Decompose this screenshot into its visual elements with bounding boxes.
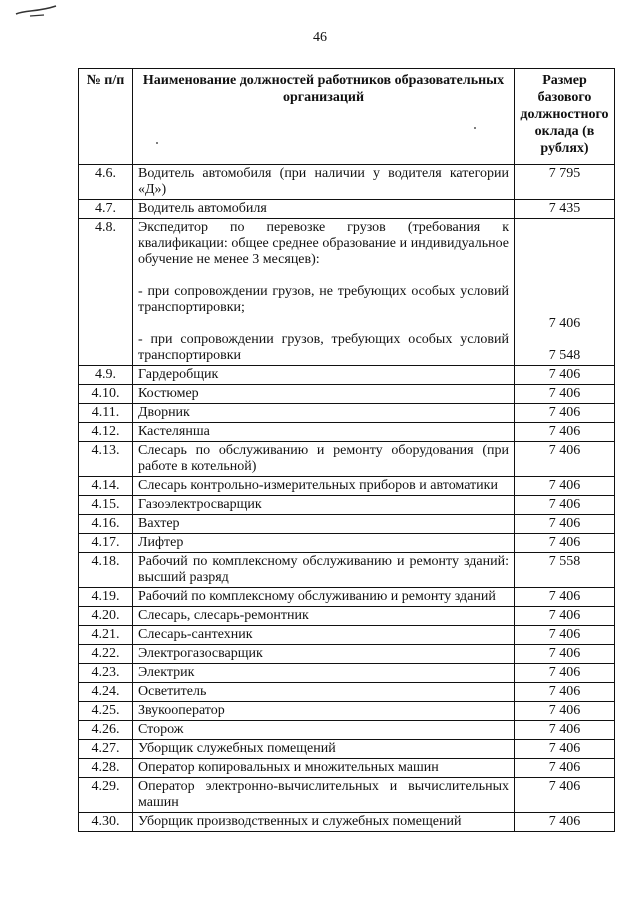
scan-speck [156, 142, 158, 144]
base-salary: 7 406 [515, 496, 615, 515]
position-name: Водитель автомобиля (при наличии у водителя категории «Д») [133, 165, 515, 200]
row-number: 4.18. [79, 553, 133, 588]
row-number: 4.13. [79, 442, 133, 477]
position-name: Звукооператор [133, 702, 515, 721]
base-salary: 7 406 [515, 442, 615, 477]
row-number: 4.16. [79, 515, 133, 534]
base-salary: 7 406 [515, 813, 615, 832]
table-row [79, 721, 615, 740]
table-row [79, 588, 615, 607]
row-number: 4.23. [79, 664, 133, 683]
table-row [79, 813, 615, 832]
position-name: Лифтер [133, 534, 515, 553]
table-row [79, 165, 615, 200]
base-salary [515, 219, 615, 366]
row-number: 4.8. [79, 219, 133, 366]
row-number: 4.27. [79, 740, 133, 759]
row-number: 4.30. [79, 813, 133, 832]
page-number: 46 [313, 30, 327, 45]
row-number: 4.17. [79, 534, 133, 553]
position-name: Рабочий по комплексному обслуживанию и ремонту зданий: высший разряд [133, 553, 515, 588]
table-row [79, 664, 615, 683]
position-subcondition: - при сопровождении грузов, требующих особых условий транспортировки [138, 332, 509, 363]
position-name [133, 219, 515, 366]
base-salary: 7 795 [515, 165, 615, 200]
base-salary: 7 406 [515, 778, 615, 813]
table-row [79, 366, 615, 385]
row-number: 4.15. [79, 496, 133, 515]
row-number: 4.11. [79, 404, 133, 423]
base-salary: 7 558 [515, 553, 615, 588]
row-number: 4.7. [79, 200, 133, 219]
position-name: Слесарь контрольно-измерительных приборов и автоматики [133, 477, 515, 496]
base-salary: 7 406 [515, 702, 615, 721]
position-name: Электрик [133, 664, 515, 683]
base-salary: 7 406 [515, 721, 615, 740]
table-row [79, 534, 615, 553]
table-row [79, 740, 615, 759]
table-row [79, 515, 615, 534]
position-name: Слесарь-сантехник [133, 626, 515, 645]
table-row [79, 778, 615, 813]
base-salary: 7 406 [515, 385, 615, 404]
position-name: Вахтер [133, 515, 515, 534]
row-number: 4.12. [79, 423, 133, 442]
table-row [79, 219, 615, 366]
position-name: Дворник [133, 404, 515, 423]
base-salary: 7 406 [515, 588, 615, 607]
position-name: Рабочий по комплексному обслуживанию и ремонту зданий [133, 588, 515, 607]
position-name: Уборщик производственных и служебных помещений [133, 813, 515, 832]
table-row [79, 442, 615, 477]
table-row [79, 496, 615, 515]
position-name: Оператор электронно-вычислительных и вычислительных машин [133, 778, 515, 813]
position-name: Слесарь по обслуживанию и ремонту оборудования (при работе в котельной) [133, 442, 515, 477]
position-name: Электрогазосварщик [133, 645, 515, 664]
position-name: Кастелянша [133, 423, 515, 442]
table-row [79, 404, 615, 423]
row-number: 4.29. [79, 778, 133, 813]
position-name: Гардеробщик [133, 366, 515, 385]
position-name: Костюмер [133, 385, 515, 404]
position-name: Оператор копировальных и множительных машин [133, 759, 515, 778]
table-row [79, 423, 615, 442]
table-row [79, 626, 615, 645]
base-salary: 7 406 [515, 515, 615, 534]
table-row [79, 702, 615, 721]
row-number: 4.28. [79, 759, 133, 778]
header-position-name: Наименование должностей работников образовательных организаций [133, 69, 515, 165]
row-number: 4.19. [79, 588, 133, 607]
header-salary: Размер базового должностного оклада (в рублях) [515, 69, 615, 165]
header-number: № п/п [79, 69, 133, 165]
position-name: Уборщик служебных помещений [133, 740, 515, 759]
table-row [79, 477, 615, 496]
base-salary-sub: 7 548 [548, 348, 581, 363]
scan-artifact-mark [14, 2, 58, 18]
row-number: 4.20. [79, 607, 133, 626]
row-number: 4.14. [79, 477, 133, 496]
base-salary: 7 406 [515, 664, 615, 683]
position-subcondition: - при сопровождении грузов, не требующих особых условий транспортировки; [138, 284, 509, 315]
position-name: Осветитель [133, 683, 515, 702]
table-row [79, 385, 615, 404]
row-number: 4.9. [79, 366, 133, 385]
table-body [79, 165, 615, 832]
table-header-row [79, 69, 615, 165]
row-number: 4.22. [79, 645, 133, 664]
table-row [79, 607, 615, 626]
scan-speck [474, 127, 476, 129]
base-salary: 7 406 [515, 740, 615, 759]
position-name: Газоэлектросварщик [133, 496, 515, 515]
base-salary: 7 406 [515, 423, 615, 442]
position-name: Сторож [133, 721, 515, 740]
row-number: 4.6. [79, 165, 133, 200]
table-row [79, 645, 615, 664]
table-row [79, 759, 615, 778]
base-salary: 7 406 [515, 366, 615, 385]
row-number: 4.24. [79, 683, 133, 702]
base-salary-sub: 7 406 [548, 316, 581, 331]
row-number: 4.26. [79, 721, 133, 740]
row-number: 4.10. [79, 385, 133, 404]
positions-salary-table [78, 68, 615, 832]
table-row [79, 553, 615, 588]
table-row [79, 200, 615, 219]
row-number: 4.25. [79, 702, 133, 721]
position-name: Слесарь, слесарь-ремонтник [133, 607, 515, 626]
base-salary: 7 406 [515, 404, 615, 423]
base-salary: 7 406 [515, 477, 615, 496]
base-salary: 7 406 [515, 534, 615, 553]
table-row [79, 683, 615, 702]
base-salary: 7 406 [515, 759, 615, 778]
base-salary: 7 406 [515, 645, 615, 664]
row-number: 4.21. [79, 626, 133, 645]
position-name-main: Экспедитор по перевозке грузов (требования к квалификации: общее среднее образование и индивидуальное обучение не менее 3 месяцев): [138, 220, 509, 267]
position-name: Водитель автомобиля [133, 200, 515, 219]
base-salary: 7 406 [515, 626, 615, 645]
base-salary: 7 406 [515, 683, 615, 702]
base-salary: 7 435 [515, 200, 615, 219]
base-salary: 7 406 [515, 607, 615, 626]
